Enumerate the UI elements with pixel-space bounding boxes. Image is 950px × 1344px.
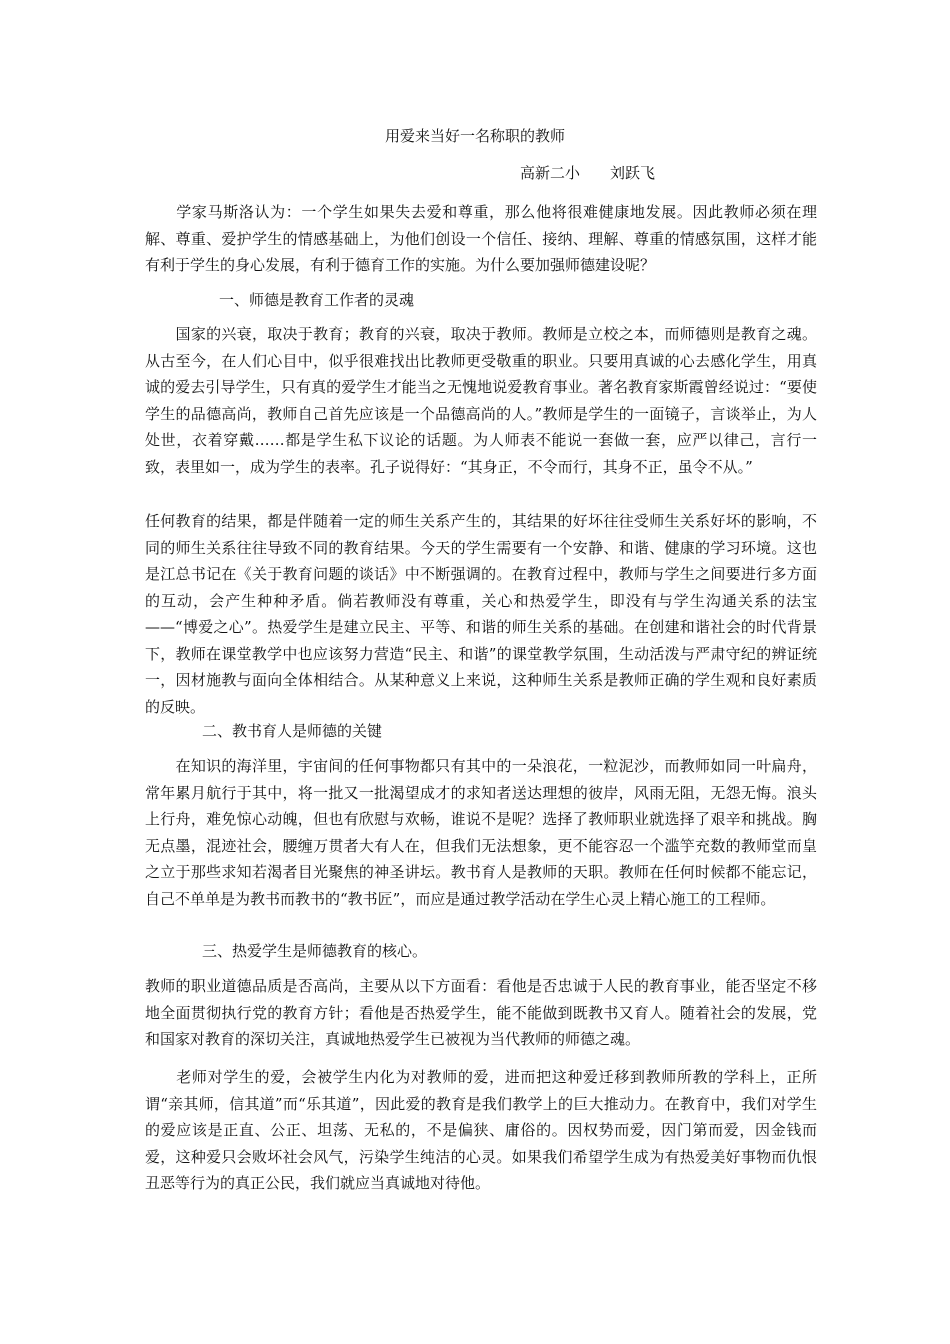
intro-paragraph: 学家马斯洛认为：一个学生如果失去爱和尊重，那么他将很难健康地发展。因此教师必须在理解、尊重、爱护学生的情感基础上，为他们创设一个信任、接纳、理解、尊重的情感氛围，这样才能有利于学生的身心发展，有利于德育工作的实施。为什么要加强师德建设呢？ — [145, 203, 817, 274]
section-heading-2: 二、教书育人是师德的关键 — [202, 722, 383, 740]
document-title: 用爱来当好一名称职的教师 — [384, 127, 565, 145]
paragraph-3: 在知识的海洋里，宇宙间的任何事物都只有其中的一朵浪花，一粒泥沙，而教师如同一叶扁舟，常年累月航行于其中，将一批又一批渴望成才的求知者送达理想的彼岸，风雨无阻，无怨无悔。浪头上行舟，难免惊心动魄，但也有欣慰与欢畅，谁说不是呢？选择了教师职业就选择了艰辛和挑战。胸无点墨，混迹社会，腰缠万贯者大有人在，但我们无法想象，更不能容忍一个滥竽充数的教师堂而皇之立于那些求知若渴者目光聚焦的神圣讲坛。教书育人是教师的天职。教师在任何时候都不能忘记，自己不单单是为教书而教书的“教书匠”，而应是通过教学活动在学生心灵上精心施工的工程师。 — [145, 757, 817, 908]
paragraph-2: 任何教育的结果，都是伴随着一定的师生关系产生的，其结果的好坏往往受师生关系好坏的影响，不同的师生关系往往导致不同的教育结果。今天的学生需要有一个安静、和谐、健康的学习环境。这也是江总书记在《关于教育问题的谈话》中不断强调的。在教育过程中，教师与学生之间要进行多方面的互动，会产生种种矛盾。倘若教师没有尊重，关心和热爱学生，即没有与学生沟通关系的法宝——“博爱之心”。热爱学生是建立民主、平等、和谐的师生关系的基础。在创建和谐社会的时代背景下，教师在课堂教学中也应该努力营造“民主、和谐”的课堂教学氛围，生动活泼与严肃守纪的辨证统一，因材施教与面向全体相结合。从某种意义上来说，这种师生关系是教师正确的学生观和良好素质的反映。 — [145, 512, 817, 716]
paragraph-5: 老师对学生的爱，会被学生内化为对教师的爱，进而把这种爱迁移到教师所教的学科上，正所谓“亲其师，信其道”而“乐其道”，因此爱的教育是我们教学上的巨大推动力。在教育中，我们对学生的爱应该是正直、公正、坦荡、无私的，不是偏狭、庸俗的。因权势而爱，因门第而爱，因金钱而爱，这种爱只会败坏社会风气，污染学生纯洁的心灵。如果我们希望学生成为有热爱美好事物而仇恨丑恶等行为的真正公民，我们就应当真诚地对待他。 — [145, 1068, 817, 1192]
section-heading-1: 一、师德是教育工作者的灵魂 — [219, 291, 415, 309]
section-heading-3: 三、热爱学生是师德教育的核心。 — [202, 942, 428, 960]
author-line: 高新二小 刘跃飞 — [520, 164, 656, 182]
paragraph-1: 国家的兴衰，取决于教育；教育的兴衰，取决于教师。教师是立校之本，而师德则是教育之魂。从古至今，在人们心目中，似乎很难找出比教师更受敬重的职业。只要用真诚的心去感化学生，用真诚的爱去引导学生，只有真的爱学生才能当之无愧地说爱教育事业。著名教育家斯霞曾经说过：“要使学生的品德高尚，教师自己首先应该是一个品德高尚的人。”教师是学生的一面镜子，言谈举止，为人处世，衣着穿戴……都是学生私下议论的话题。为人师表不能说一套做一套，应严以律己，言行一致，表里如一，成为学生的表率。孔子说得好：“其身正，不令而行，其身不正，虽令不从。” — [145, 325, 817, 476]
paragraph-4: 教师的职业道德品质是否高尚，主要从以下方面看：看他是否忠诚于人民的教育事业，能否坚定不移地全面贯彻执行党的教育方针；看他是否热爱学生，能不能做到既教书又育人。随着社会的发展，党和国家对教育的深切关注，真诚地热爱学生已被视为当代教师的师德之魂。 — [145, 977, 817, 1048]
